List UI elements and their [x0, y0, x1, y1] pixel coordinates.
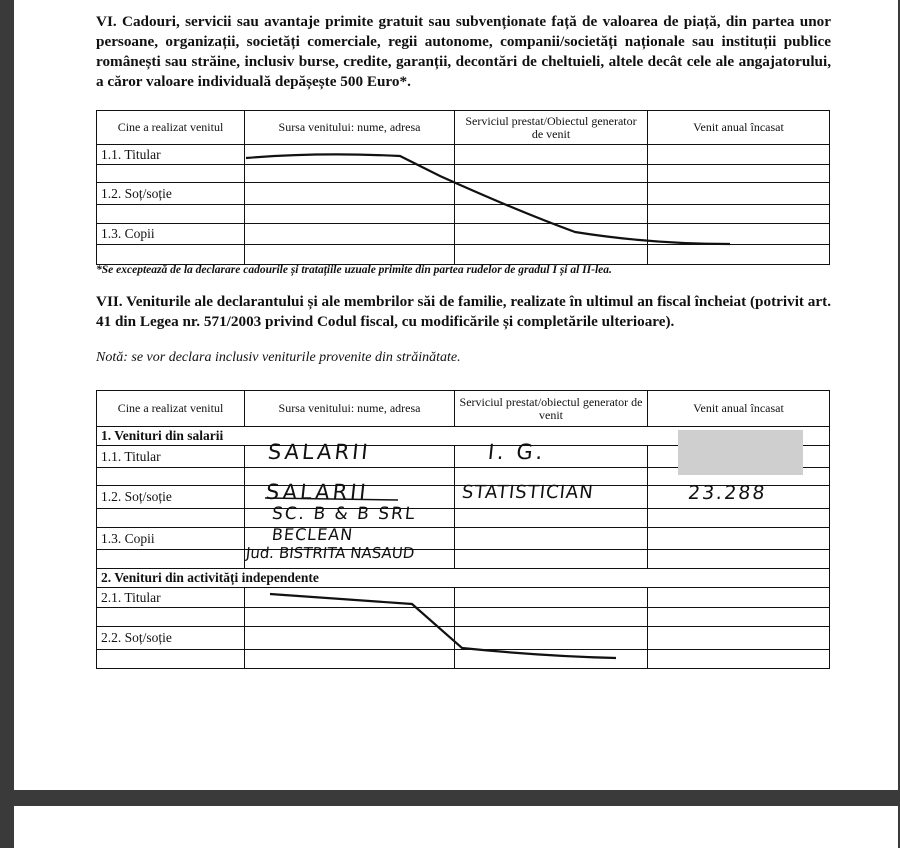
- col-header-source: Sursa venitului: nume, adresa: [245, 111, 455, 145]
- section-6-footnote: *Se exceptează de la declarare cadourile și tratațiile uzuale primite din partea rudelor de gradul I și al II-lea.: [96, 264, 612, 276]
- row-label-sotie: 1.2. Soț/soție: [97, 183, 245, 205]
- handwritten-sotie-source: SALARII: [264, 480, 370, 504]
- section-7-title: VII. Veniturile ale declarantului și ale membrilor săi de familie, realizate în ultimul an fiscal încheiat (potrivit art. 41 din Legea nr. 571/2003 privind Codul fiscal, cu modificările și completările ulterioare).: [96, 293, 831, 330]
- col-header-who: Cine a realizat venitul: [97, 391, 245, 427]
- row-label-copii: 1.3. Copii: [97, 224, 245, 245]
- section-7-note: Notă: se vor declara inclusiv veniturile provenite din străinătate.: [96, 350, 461, 365]
- row-label-titular: 1.1. Titular: [97, 446, 245, 468]
- row-label-titular-2: 2.1. Titular: [97, 588, 245, 608]
- handwritten-titular-source: SALARII: [266, 440, 372, 464]
- col-header-source: Sursa venitului: nume, adresa: [245, 391, 455, 427]
- handwritten-company-name: SC. B & B SRL: [270, 504, 418, 524]
- handwritten-titular-service: I. G.: [486, 440, 547, 464]
- group-salarii: 1. Venituri din salarii: [97, 427, 830, 446]
- underline-stroke-sotie-source: [265, 498, 398, 500]
- handwritten-company-city: BECLEAN: [271, 525, 355, 544]
- col-header-income: Venit anual încasat: [648, 391, 830, 427]
- col-header-service: Serviciul prestat/Obiectul generator de venit: [455, 111, 648, 145]
- row-label-sotie-2: 2.2. Soț/soție: [97, 627, 245, 650]
- cross-out-stroke-section-6: [246, 154, 730, 244]
- handwritten-sotie-income: 23.288: [686, 482, 768, 504]
- row-label-titular: 1.1. Titular: [97, 145, 245, 165]
- col-header-service: Serviciul prestat/obiectul generator de venit: [455, 391, 648, 427]
- cross-out-stroke-section-7: [270, 594, 616, 658]
- group-independente: 2. Venituri din activități independente: [97, 569, 830, 588]
- col-header-who: Cine a realizat venitul: [97, 111, 245, 145]
- handwritten-sotie-service: STATISTICIAN: [460, 482, 595, 503]
- row-label-sotie: 1.2. Soț/soție: [97, 486, 245, 509]
- handwritten-company-county: Jud. BISTRITA NASAUD: [245, 544, 416, 562]
- section-6-title: VI. Cadouri, servicii sau avantaje primite gratuit sau subvenționate față de valoarea de piață, din partea unor persoane, organizații, societăți comerciale, regii autonome, companii/societăți naționale sau instituții publice românești sau străine, inclusiv burse, credite, garanții, decontări de cheltuieli, altele decât cele ale angajatorului, a căror valoare individuală depășește 500 Euro*.: [96, 13, 831, 90]
- row-label-copii: 1.3. Copii: [97, 528, 245, 550]
- col-header-income: Venit anual încasat: [648, 111, 830, 145]
